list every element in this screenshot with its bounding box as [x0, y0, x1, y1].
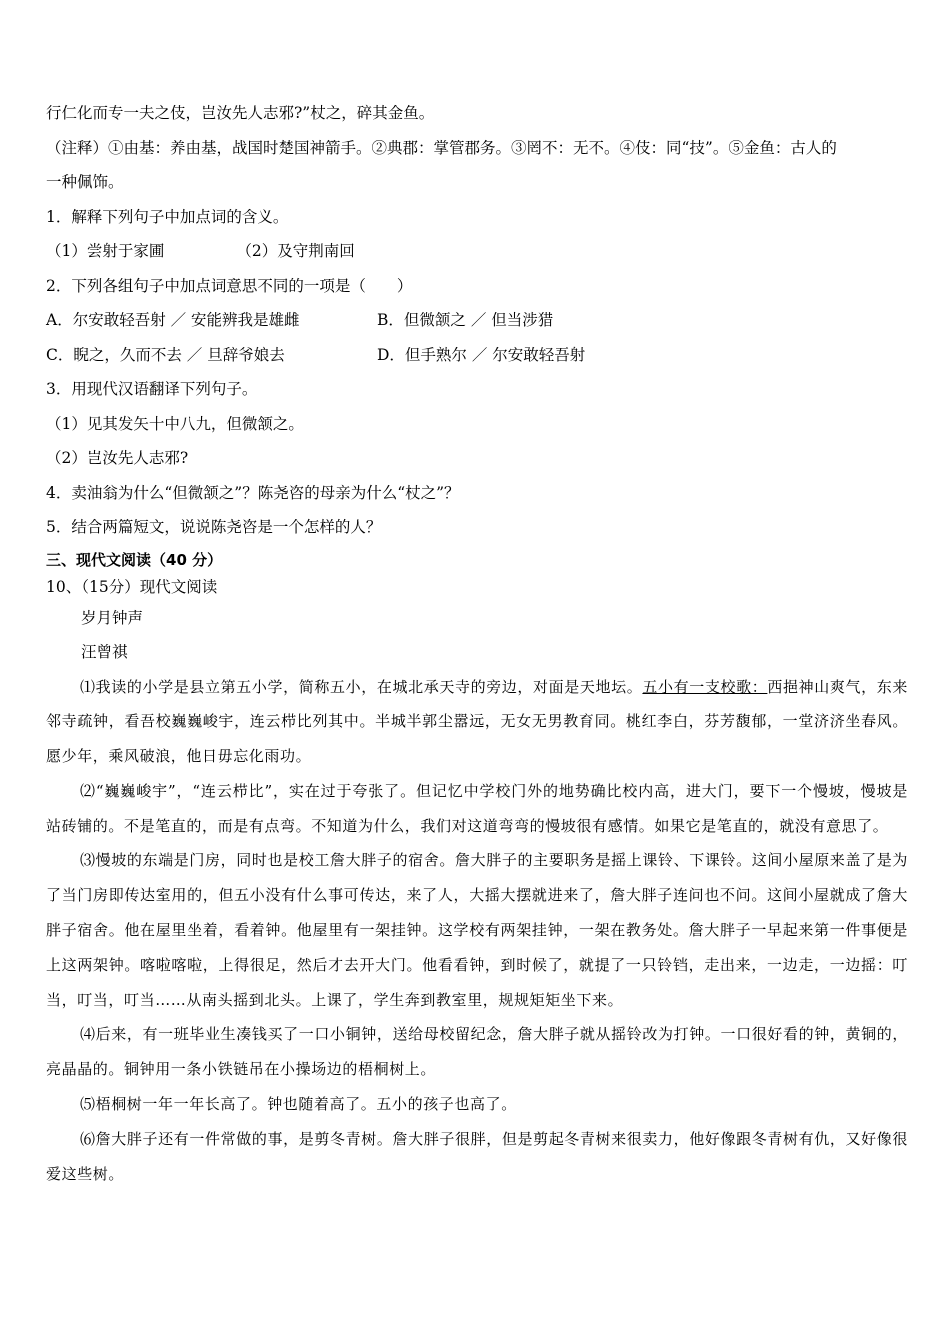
article-paragraph-4: ⑷后来，有一班毕业生凑钱买了一口小铜钟，送给母校留纪念，詹大胖子就从摇铃改为打钟。一口很好看的钟，黄铜的，亮晶晶的。铜钟用一条小铁链吊在小操场边的梧桐树上。 — [46, 1025, 908, 1079]
question-2: 2．下列各组句子中加点词意思不同的一项是（ ） — [46, 276, 413, 295]
section-heading: 三、现代文阅读（40 分） — [46, 550, 223, 569]
annotation-line-1: （注释）①由基：养由基，战国时楚国神箭手。②典郡：掌管郡务。③罔不：无不。④伎：同“技”。⑤金鱼：古人的 — [46, 138, 837, 157]
question-10-label: 10、（15分）现代文阅读 — [46, 577, 218, 596]
question-5: 5．结合两篇短文，说说陈尧咨是一个怎样的人？ — [46, 518, 382, 536]
article-paragraph-5: ⑸梧桐树一年一年长高了。钟也随着高了。五小的孩子也高了。 — [80, 1095, 517, 1114]
option-c: C．睨之，久而不去 ／ 旦辞爷娘去 — [46, 345, 285, 364]
question-4: 4．卖油翁为什么“但微颔之”？陈尧咨的母亲为什么“杖之”？ — [46, 483, 460, 502]
question-1: 1．解释下列句子中加点词的含义。 — [46, 207, 289, 226]
document-page — [46, 96, 908, 1191]
option-a: A．尔安敢轻吾射 ／ 安能辨我是雄雌 — [46, 311, 300, 329]
article-author: 汪曾祺 — [81, 643, 128, 661]
question-3-sub-2: （2）岂汝先人志邪? — [46, 449, 189, 467]
option-b: B．但微颔之 ／ 但当涉猎 — [377, 311, 554, 329]
question-3-sub-1: （1）见其发矢十中八九，但微颔之。 — [46, 414, 304, 433]
paragraph-1-song: 西挹神山爽气，东来邻寺疏钟，看吾校巍巍峻宇，连云栉比列其中。半城半郭尘嚣远，无女无男教育同。桃红李白，芬芳馥郁，一堂济济坐春风。愿少年，乘风破浪，他日毋忘化雨功。 — [46, 677, 908, 766]
paragraph-1-opening: ⑴我读的小学是县立第五小学，简称五小，在城北承天寺的旁边，对面是天地坛。 — [80, 677, 643, 696]
article-paragraph-2: ⑵“巍巍峻宇”，“连云栉比”，实在过于夸张了。但记忆中学校门外的地势确比校内高，进大门，要下一个慢坡，慢坡是站砖铺的。不是笔直的，而是有点弯。不知道为什么，我们对这道弯弯的慢坡很有感情。如果它是笔直的，就没有意思了。 — [46, 781, 908, 835]
article-paragraph-6: ⑹詹大胖子还有一件常做的事，是剪冬青树。詹大胖子很胖，但是剪起冬青树来很卖力，他好像跟冬青树有仇，又好像很爱这些树。 — [46, 1129, 908, 1183]
question-3: 3．用现代汉语翻译下列句子。 — [46, 380, 258, 398]
article-title: 岁月钟声 — [81, 608, 144, 627]
question-2-options-row-1 — [46, 303, 908, 338]
school-song-underlined: 五小有一支校歌： — [642, 677, 768, 696]
article-paragraph-1 — [46, 670, 908, 774]
question-1-sub-1: （1）尝射于家圃 — [46, 242, 165, 260]
article-paragraph-3: ⑶慢坡的东端是门房，同时也是校工詹大胖子的宿舍。詹大胖子的主要职务是摇上课铃、下课铃。这间小屋原来盖了是为了当门房即传达室用的，但五小没有什么事可传达，来了人，大摇大摆就进来了，詹大胖子连问也不问。这间小屋就成了詹大胖子宿舍。他在屋里坐着，看着钟。他屋里有一架挂钟。这学校有两架挂钟，一架在教务处。詹大胖子一早起来第一件事便是上这两架钟。喀啦喀啦，上得很足，然后才去开大门。他看看钟，到时候了，就提了一只铃铛，走出来，一边走，一边摇：叮当，叮当，叮当……从南头摇到北头。上课了，学生奔到教室里，规规矩矩坐下来。 — [46, 851, 908, 1009]
question-1-sub-2: （2）及守荆南回 — [236, 242, 355, 260]
passage-last-line: 行仁化而专一夫之伎，岂汝先人志邪?”杖之，碎其金鱼。 — [46, 104, 435, 122]
question-2-options-row-2 — [46, 338, 908, 373]
question-1-subitems — [46, 234, 908, 269]
annotation-line-2: 一种佩饰。 — [46, 173, 124, 191]
option-d: D．但手熟尔 ／ 尔安敢轻吾射 — [377, 345, 586, 364]
